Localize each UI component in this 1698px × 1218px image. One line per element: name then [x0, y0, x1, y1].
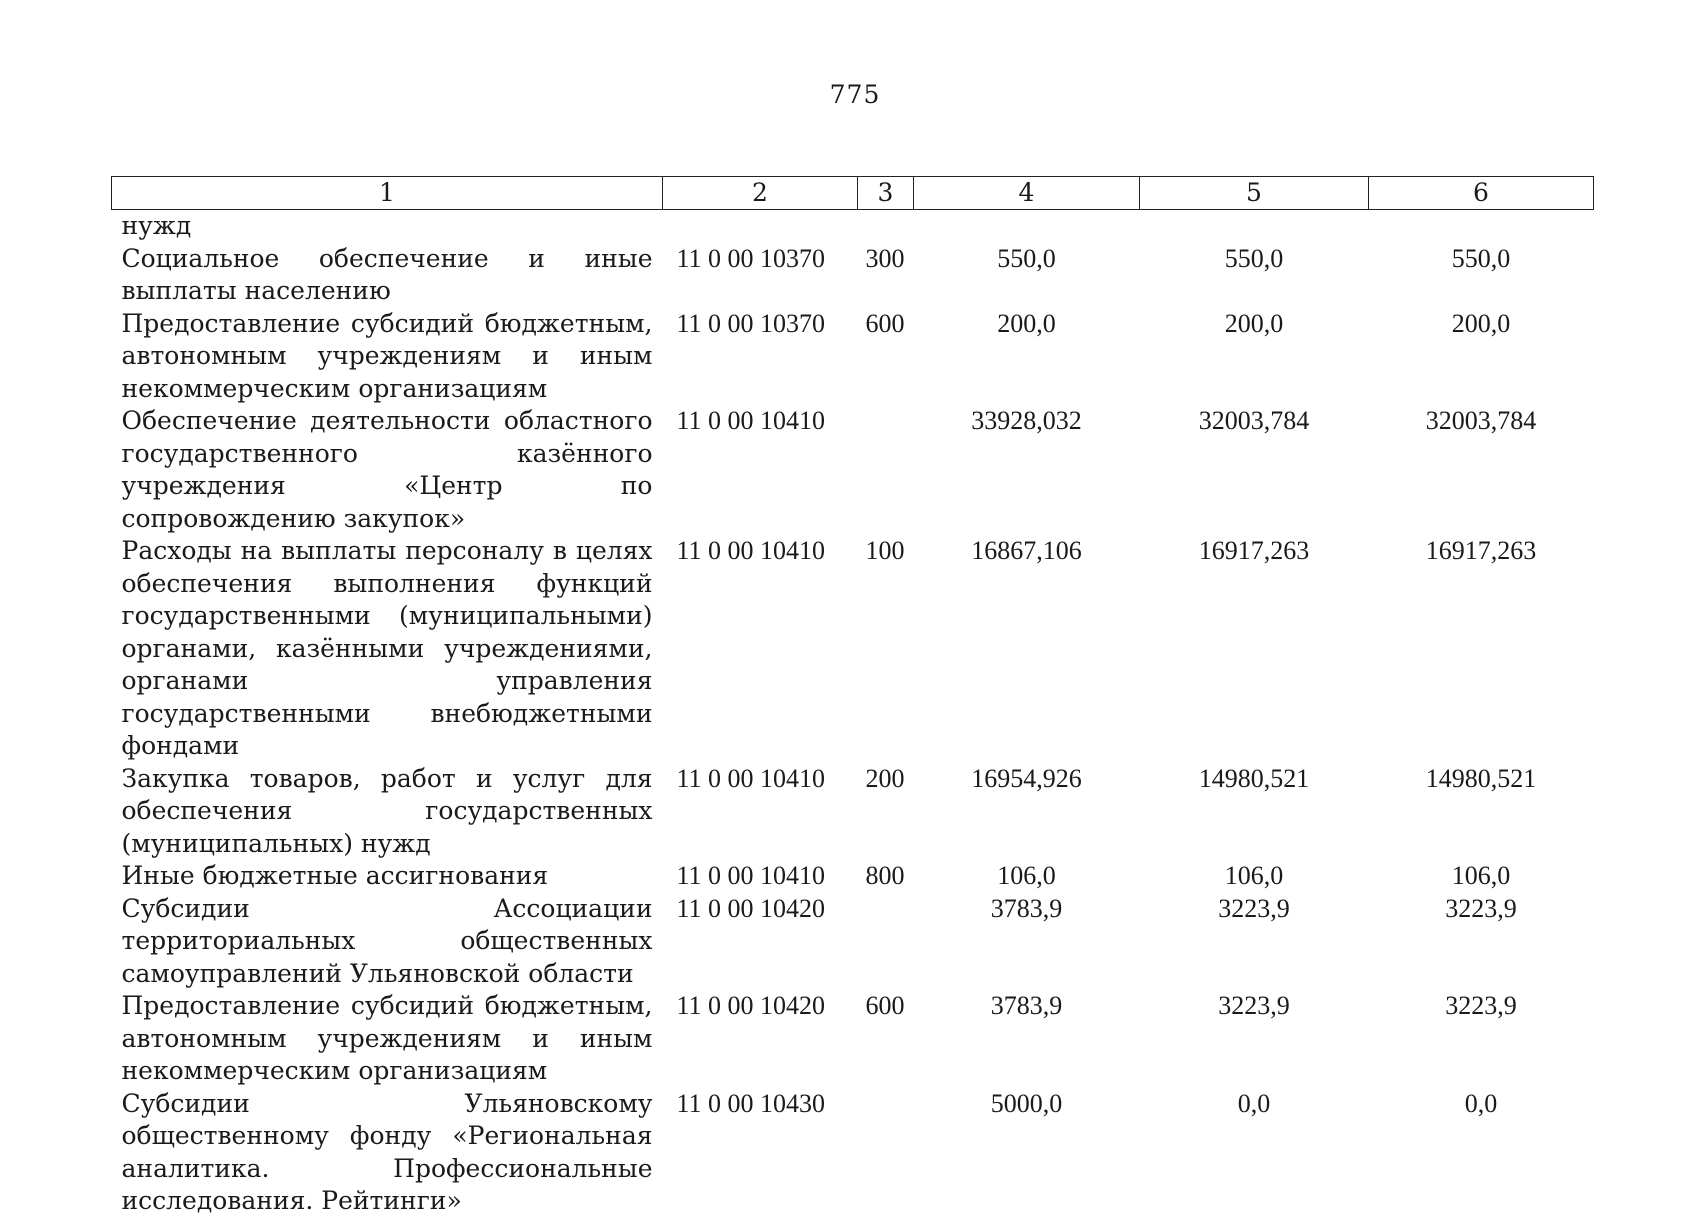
- row-expense-type: 100: [865, 536, 905, 565]
- row-target-code: [663, 210, 858, 243]
- row-target-code: 11 0 00 10370: [676, 243, 826, 273]
- table-row: [112, 860, 1594, 893]
- row-amount-col5: 200,0: [1224, 308, 1284, 338]
- table-row: [112, 1088, 1594, 1218]
- row-amount-col6: 14980,521: [1425, 763, 1537, 793]
- row-amount-col4: [914, 210, 1140, 243]
- row-amount-col6: 16917,263: [1425, 536, 1537, 565]
- row-name: Предоставление субсидий бюджетным, автономным учреждениям и иным некоммерческим организациям: [121, 991, 653, 1085]
- header-col-2: 2: [663, 177, 858, 210]
- table-header: [112, 177, 1594, 210]
- row-name: Субсидии Ульяновскому общественному фонду «Региональная аналитика. Профессиональные исследования. Рейтинги»: [121, 1088, 653, 1215]
- row-name: Субсидии Ассоциации территориальных общественных самоуправлений Ульяновской области: [121, 893, 653, 988]
- row-amount-col5: 16917,263: [1198, 536, 1310, 565]
- row-target-code: 11 0 00 10410: [676, 536, 826, 565]
- row-expense-type: 600: [865, 308, 905, 338]
- row-amount-col6: 550,0: [1451, 243, 1511, 273]
- row-amount-col4: 3783,9: [990, 991, 1063, 1020]
- header-row: [112, 177, 1594, 210]
- table-row: [112, 763, 1594, 861]
- table-row: [112, 308, 1594, 406]
- row-amount-col5: 3223,9: [1218, 991, 1290, 1020]
- row-target-code: 11 0 00 10410: [676, 406, 826, 435]
- row-amount-col5: 14980,521: [1198, 763, 1310, 793]
- table-row: [112, 535, 1594, 763]
- table-body: [112, 210, 1594, 1218]
- header-col-4: 4: [914, 177, 1140, 210]
- row-name: Социальное обеспечение и иные выплаты населению: [121, 243, 653, 305]
- row-target-code: 11 0 00 10410: [676, 763, 826, 793]
- row-amount-col6: 3223,9: [1445, 991, 1517, 1020]
- row-name: нужд: [121, 211, 192, 240]
- table-row: [112, 210, 1594, 243]
- row-target-code: 11 0 00 10420: [676, 893, 826, 923]
- row-target-code: 11 0 00 10420: [676, 991, 826, 1020]
- row-name: Расходы на выплаты персоналу в целях обеспечения выполнения функций государственными (муниципальными) органами, казёнными учреждениями, органами управления государственными внебюджетными фондами: [121, 536, 653, 760]
- row-expense-type: 300: [865, 243, 905, 273]
- row-name: Предоставление субсидий бюджетным, автономным учреждениям и иным некоммерческим организациям: [121, 308, 653, 403]
- table-row: [112, 893, 1594, 991]
- row-expense-type: [858, 893, 914, 991]
- row-target-code: 11 0 00 10410: [676, 861, 826, 890]
- row-amount-col4: 200,0: [997, 308, 1056, 338]
- row-amount-col4: 3783,9: [990, 893, 1063, 923]
- row-amount-col6: 3223,9: [1445, 893, 1517, 923]
- header-col-5: 5: [1140, 177, 1369, 210]
- row-amount-col6: 106,0: [1451, 861, 1511, 890]
- row-amount-col5: 550,0: [1224, 243, 1284, 273]
- budget-table: [111, 176, 1594, 1218]
- page-number: 775: [829, 80, 881, 109]
- row-amount-col6: 200,0: [1451, 308, 1511, 338]
- row-amount-col4: 5000,0: [990, 1088, 1063, 1118]
- header-col-6: 6: [1369, 177, 1594, 210]
- row-target-code: 11 0 00 10430: [676, 1088, 826, 1118]
- row-expense-type: [858, 210, 914, 243]
- table-row: [112, 243, 1594, 308]
- row-amount-col4: 33928,032: [971, 406, 1082, 435]
- row-amount-col5: 0,0: [1237, 1088, 1271, 1118]
- row-amount-col5: 32003,784: [1198, 406, 1310, 435]
- row-expense-type: 800: [865, 861, 905, 890]
- row-expense-type: [858, 1088, 914, 1218]
- row-target-code: 11 0 00 10370: [676, 308, 826, 338]
- row-expense-type: 200: [865, 763, 905, 793]
- row-amount-col5: [1140, 210, 1369, 243]
- header-col-3: 3: [858, 177, 914, 210]
- row-amount-col4: 16954,926: [971, 763, 1082, 793]
- row-name: Закупка товаров, работ и услуг для обеспечения государственных (муниципальных) нужд: [121, 763, 653, 858]
- row-amount-col5: 3223,9: [1218, 893, 1290, 923]
- table-row: [112, 405, 1594, 535]
- row-name: Иные бюджетные ассигнования: [121, 861, 549, 890]
- row-amount-col4: 106,0: [997, 861, 1056, 890]
- row-amount-col4: 16867,106: [971, 536, 1082, 565]
- row-expense-type: 600: [865, 991, 905, 1020]
- header-col-1: 1: [112, 177, 663, 210]
- row-amount-col6: 0,0: [1464, 1088, 1498, 1118]
- table-row: [112, 990, 1594, 1088]
- row-name: Обеспечение деятельности областного государственного казённого учреждения «Центр по сопровождению закупок»: [121, 406, 653, 533]
- row-amount-col5: 106,0: [1224, 861, 1284, 890]
- row-amount-col6: 32003,784: [1425, 406, 1537, 435]
- row-amount-col4: 550,0: [997, 243, 1056, 273]
- row-expense-type: [858, 405, 914, 535]
- row-amount-col6: [1369, 210, 1594, 243]
